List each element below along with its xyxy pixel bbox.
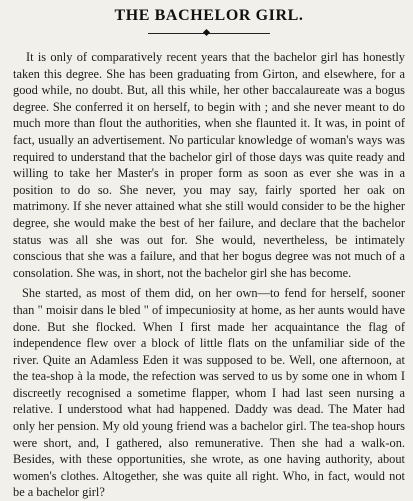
- ornament-diamond-icon: [203, 29, 210, 36]
- article-title: THE BACHELOR GIRL.: [114, 7, 304, 24]
- title-ornament-rule: [148, 29, 270, 37]
- article-paragraph-1: It is only of comparatively recent years that the bachelor girl has honestly taken this degree. She has been graduating from Girton, and elsewhere, for a good while, no doubt. But, all this while, her other baccalaureate was a bogus degree. She conferred it on herself, to begin with ; and she never meant to do much more than flout the authorities, when she flaunted it. It was, in point of fact, usually an advertisement. No particular knowledge of woman's ways was required to understand that the bachelor girl of those days was quite ready and willing to take her Master's in proper form as soon as ever she was in a position to do so. She never, you may say, fairly sported her oak on matrimony. If she never attained what she still would consider to be the higher degree, she would make the best of her failure, and declare that the bachelor status was all she was out for. She would, nevertheless, be intimately conscious that she was a failure, and that her bogus degree was not much of a consolation. She was, in short, not the bachelor girl she has become.: [13, 50, 405, 280]
- article-paragraph-2: She started, as most of them did, on her own—to fend for herself, sooner than " moisir dans le bled " of impecuniosity at home, as her aunts would have done. But she flocked. When I first made her acquaintance the flag of independence flew over a block of little flats on the unfamiliar side of the river. Quite an Adamless Eden it was supposed to be. Well, one afternoon, at the tea-shop à la mode, the refection was served to us by some one in whom I discreetly recognised a sometime flapper, whom I had last seen nursing a relative. I understood what had happened. Daddy was dead. The Mater had only her pension. My old young friend was a bachelor girl. The tea-shop hours were short, and, I gathered, also remunerative. Then she had a walk-on. Besides, with these opportunities, she wrote, as one having authority, about women's clothes. Altogether, she was quite all right. Who, in fact, would not be a bachelor girl?: [13, 286, 405, 500]
